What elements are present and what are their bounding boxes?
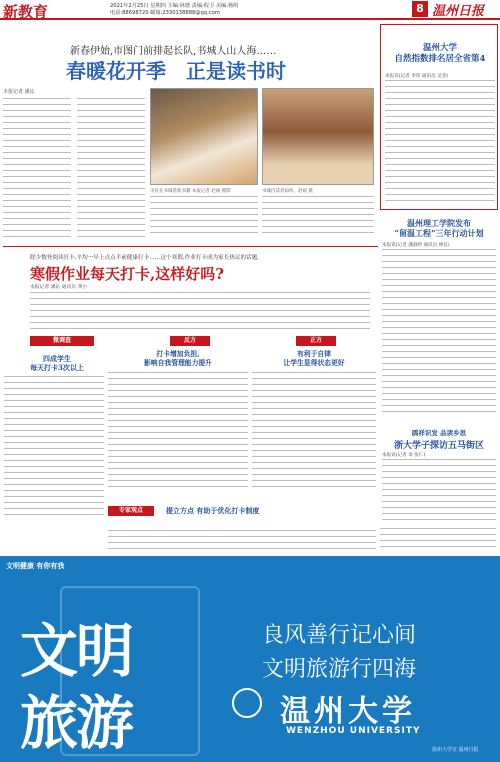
article-1-col1 xyxy=(3,98,71,238)
article-1-col4 xyxy=(262,196,374,238)
article-2-byline: 本报记者 潘沁 通讯员 黄小 xyxy=(30,285,88,290)
col-1-body xyxy=(4,376,104,520)
article-2-kicker: 除少数登阅读打卡,平均一早上点点半前健康打卡……这个寒假,作业打卡成为家长热议的话题。 xyxy=(30,255,263,261)
photo-caption: 市民在书城选购书籍 本报记者 赵硕 摄影 xyxy=(150,189,231,194)
sidebar-2 xyxy=(380,212,498,312)
banner-credit: 温州大学宣 温州日报 xyxy=(432,747,479,753)
contact-line: 电话:88698720 邮箱:2330138888@qq.com xyxy=(110,10,220,16)
col-3-title: 有利于自律 让学生显得状态更好 xyxy=(283,350,345,367)
page-number: 8 xyxy=(412,1,428,17)
col-2-body xyxy=(108,372,248,492)
col-2-title: 打卡增加负担, 影响自我管理能力提升 xyxy=(144,350,212,367)
col-3-body xyxy=(252,372,376,492)
banner-big-2: 旅游 xyxy=(20,689,133,757)
col-1-tag: 微调查 xyxy=(30,336,94,346)
sidebar-2-byline: 本报讯(记者 潘淑婷 通讯员 林仪) xyxy=(382,243,450,248)
article-2 xyxy=(0,248,378,524)
divider xyxy=(3,246,378,247)
sidebar-3 xyxy=(380,420,498,524)
sidebar-3-byline: 本报讯(记者 章 张仁) xyxy=(382,453,426,458)
sidebar-1-byline: 本报讯(记者 李玮 通讯员 吴金) xyxy=(385,74,449,79)
col-3-tag: 正方 xyxy=(296,336,336,346)
banner-line-2: 文明旅游行四海 xyxy=(262,657,417,682)
date-line: 2021年2月25日 星期四 主编:林德 责编:程卫 美编:杨明 xyxy=(110,3,239,9)
article-1-headline: 春暖花开季 正是读书时 xyxy=(66,59,286,83)
banner-slogan-small: 文明健康 有你有我 xyxy=(6,562,65,570)
sidebar-3-body-cont xyxy=(380,528,496,552)
banner-big-1: 文明 xyxy=(20,617,133,685)
photo-caption-2: 书城内读者如织。赵硕 摄 xyxy=(262,189,313,194)
article-1-photo-side xyxy=(262,88,374,185)
sidebar-2-body xyxy=(382,249,496,417)
article-1-byline: 本报记者 潘沁 xyxy=(3,89,35,95)
col-1-title: 四成学生 每天打卡3次以上 xyxy=(30,354,84,372)
expert-body xyxy=(108,530,376,552)
sidebar-2-title: 温州理工学院发布 “留温工程”三年行动计划 xyxy=(394,218,484,238)
page-header xyxy=(0,0,500,20)
expert-title: 提立方点 有助于优化打卡制度 xyxy=(166,506,260,515)
paper-logo: 温州日报 xyxy=(432,4,485,19)
university-name-cn: 温州大学 xyxy=(280,694,416,729)
article-1-col3 xyxy=(150,196,258,238)
sidebar-1-body xyxy=(385,80,495,206)
col-2-tag: 反方 xyxy=(170,336,210,346)
sidebar-3-title-1: 鸥祥识发 品读乡思 xyxy=(411,429,467,437)
article-1 xyxy=(0,22,378,244)
article-1-col2 xyxy=(77,98,145,238)
article-2-intro xyxy=(30,292,370,330)
article-2-headline: 寒假作业每天打卡,这样好吗? xyxy=(30,265,225,283)
section-title: 新教育 xyxy=(3,3,49,21)
sidebar-3-title-2: 浙大学子探访五马街区 xyxy=(393,441,484,451)
university-seal-icon xyxy=(232,688,262,718)
sidebar-3-body xyxy=(382,459,496,521)
article-1-kicker: 新春伊始,市图门前排起长队,书城人山人海…… xyxy=(70,46,277,57)
expert-tag: 专家观点 xyxy=(108,506,154,516)
sidebar-1-title: 温州大学 自然指数排名居全省第4 xyxy=(394,43,486,64)
article-1-photo-main xyxy=(150,88,258,185)
sidebar-1-box xyxy=(380,24,498,210)
university-name-en: WENZHOU UNIVERSITY xyxy=(286,726,421,736)
ad-banner xyxy=(0,556,500,762)
banner-line-1: 良风善行记心间 xyxy=(262,623,417,648)
